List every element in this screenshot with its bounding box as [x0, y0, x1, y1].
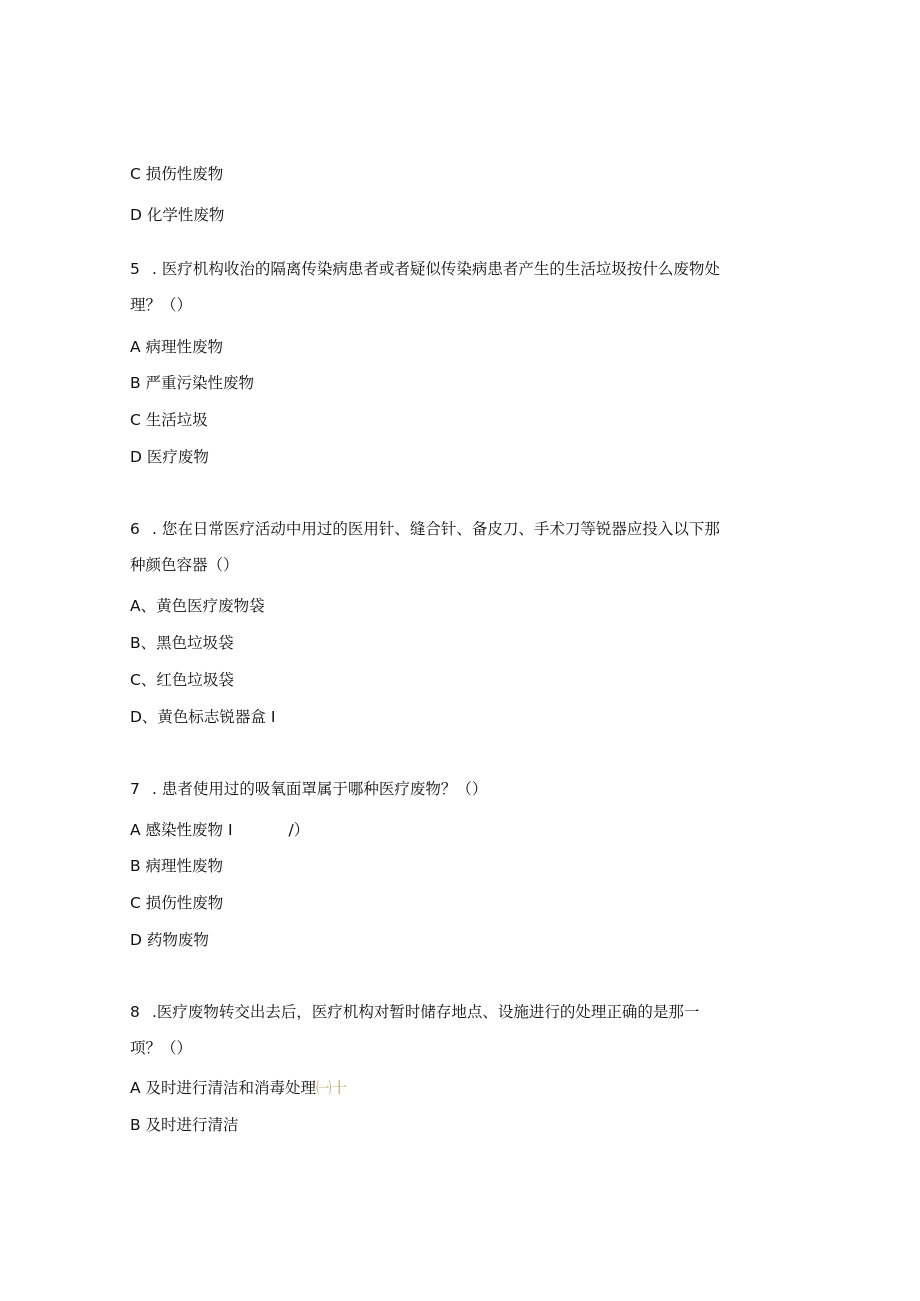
q8-stem-line1	[130, 1002, 699, 1022]
q6-stem-line2: 种颜色容器（）	[130, 556, 239, 574]
q7-option-a-tail: /）	[288, 821, 310, 839]
q8-text-line1: .医疗废物转交出去后，医疗机构对暂时储存地点、设施进行的处理正确的是那一	[152, 1003, 700, 1021]
q8-number: 8	[130, 1003, 140, 1021]
q7-option-c: C 损伤性废物	[130, 894, 224, 912]
q7-option-b: B 病理性废物	[130, 857, 224, 875]
q5-option-c: C 生活垃圾	[130, 411, 208, 429]
q5-number: 5	[130, 260, 140, 278]
q8-option-b: B 及时进行清洁	[130, 1116, 239, 1134]
q4-option-c: C 损伤性废物	[130, 165, 224, 183]
q7-option-d: D 药物废物	[130, 931, 209, 949]
q8-option-a-mark: ㈠十	[316, 1079, 348, 1097]
q5-text-line1: . 医疗机构收治的隔离传染病患者或者疑似传染病患者产生的生活垃圾按什么废物处	[152, 260, 720, 278]
q7-option-a	[130, 820, 309, 840]
q6-option-a: A、黄色医疗废物袋	[130, 597, 265, 615]
q5-option-a: A 病理性废物	[130, 338, 224, 356]
q6-option-d: D、黄色标志锐器盒 I	[130, 708, 276, 726]
q6-number: 6	[130, 520, 140, 538]
q7-text-line1: . 患者使用过的吸氧面罩属于哪种医疗废物？（）	[152, 780, 488, 798]
q5-stem-line1	[130, 259, 720, 279]
q8-stem-line2: 项？（）	[130, 1039, 193, 1057]
q7-option-a-text: A 感染性废物 I	[130, 821, 233, 839]
q8-option-a	[130, 1078, 347, 1098]
q6-text-line1: . 您在日常医疗活动中用过的医用针、缝合针、备皮刀、手术刀等锐器应投入以下那	[152, 520, 720, 538]
q5-stem-line2: 理？（）	[130, 296, 193, 314]
q5-option-b: B 严重污染性废物	[130, 374, 255, 392]
q7-number: 7	[130, 780, 140, 798]
q4-option-d: D 化学性废物	[130, 206, 225, 224]
q6-option-c: C、红色垃圾袋	[130, 671, 234, 689]
q7-stem-line1	[130, 779, 487, 799]
q5-option-d: D 医疗废物	[130, 448, 209, 466]
q6-option-b: B、黑色垃圾袋	[130, 634, 234, 652]
q8-option-a-text: A 及时进行清洁和消毒处理	[130, 1079, 317, 1097]
q6-stem-line1	[130, 519, 720, 539]
